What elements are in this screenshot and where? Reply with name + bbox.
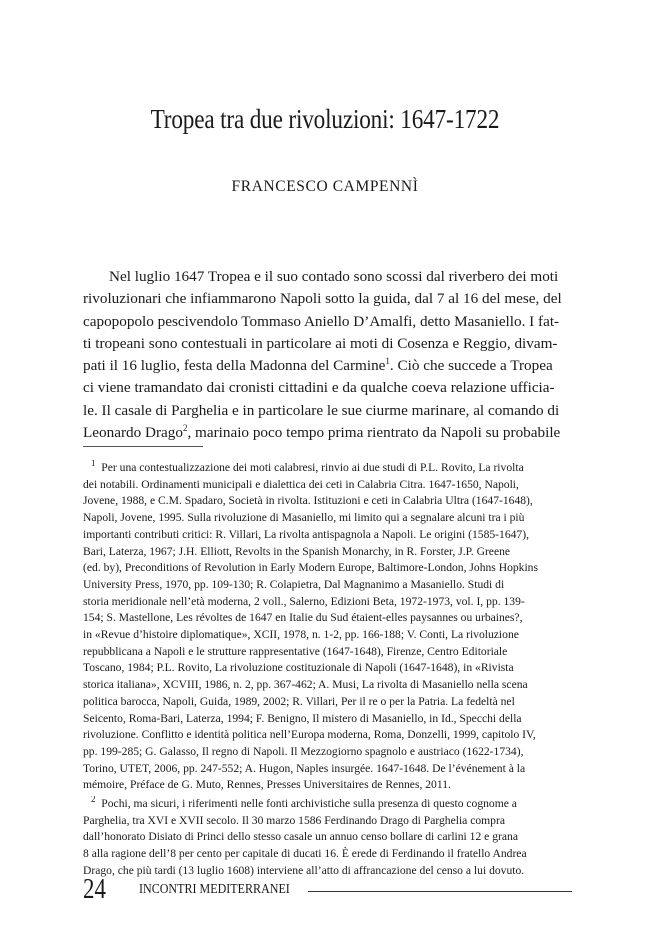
body-line: le. Il casale di Parghelia e in particolare le sue ciurme marinare, al comando di — [83, 401, 560, 419]
footnote-line: storia meridionale nell’età moderna, 2 voll., Salerno, Edizioni Beta, 1972-1973, vol. I, pp. 139- — [83, 594, 525, 608]
footnote-line: politica barocca, Napoli, Guida, 1989, 2002; R. Villari, Per il re o per la Patria. La fedeltà nel — [83, 694, 515, 708]
article-title: Tropea tra due rivoluzioni: 1647-1722 — [150, 104, 500, 134]
footnote-line: repubblicana a Napoli e le strutture rappresentative (1647-1648), Firenze, Centro Editoriale — [83, 644, 508, 658]
footnote-line — [83, 460, 573, 477]
footnote-line: rivoluzione. Conflitto e identità politica nell’Europa moderna, Roma, Donzelli, 1999, capitolo IV, — [83, 728, 536, 742]
body-line — [83, 355, 573, 377]
footnote-ref[interactable]: 2 — [182, 423, 188, 434]
body-line-part: , marinaio poco tempo prima rientrato da Napoli su probabile — [187, 424, 561, 442]
footnote-line: Toscano, 1984; P.L. Rovito, La rivoluzione costituzionale di Napoli (1647-1648), in «Rivista — [83, 661, 514, 675]
footnote-line: mémoire, Préface de G. Muto, Rennes, Presses Universitaires de Rennes, 2011. — [83, 778, 451, 792]
footnote-line: University Press, 1970, pp. 109-130; R. Colapietra, Dal Magnanimo a Masaniello. Studi di — [83, 577, 505, 591]
footnote-line: in «Revue d’histoire diplomatique», XCII, 1978, n. 1-2, pp. 166-188; V. Conti, La rivoluzione — [83, 628, 519, 642]
body-line: rivoluzionari che infiammarono Napoli sotto la guida, dal 7 al 16 del mese, del — [83, 290, 562, 308]
body-line — [83, 422, 573, 444]
body-line: Nel luglio 1647 Tropea e il suo contado sono scossi dal riverbero dei moti — [109, 268, 559, 285]
footnote-line: Seicento, Roma-Bari, Laterza, 1994; F. Benigno, Il mistero di Masaniello, in Id., Specchi della — [83, 711, 522, 725]
footnote-line: (ed. by), Preconditions of Revolution in Early Modern Europe, Baltimore-London, Johns Hopkins — [83, 561, 538, 575]
footnote-line: dall’honorato Disiato di Princi dello stesso casale un annuo censo bollare di carlini 12 e grana — [83, 830, 518, 844]
body-line: ci viene tramandato dai cronisti cittadini e da qualche coeva relazione ufficia- — [83, 379, 555, 397]
footer-rule — [308, 891, 572, 892]
body-line-part: Leonardo Drago — [83, 424, 183, 442]
article-author: FRANCESCO CAMPENNÌ — [231, 178, 419, 195]
body-line-part: . Ciò che succede a Tropea — [389, 357, 553, 375]
footnote-line: Napoli, Jovene, 1995. Sulla rivoluzione di Masaniello, mi limito qui a segnalare alcuni tra i più — [83, 511, 525, 525]
footnote-line: importanti contributi critici: R. Villari, La rivolta antispagnola a Napoli. Le origini (1585-1647), — [83, 527, 529, 541]
footnote-line: 154; S. Mastellone, Les révoltes de 1647 en Italie du Sud étaient-elles paysannes ou urbaines?, — [83, 611, 523, 625]
footnote-line: Torino, UTET, 2006, pp. 247-552; A. Hugon, Naples insurgée. 1647-1648. De l’événement à la — [83, 761, 526, 775]
footnote-separator — [83, 446, 203, 447]
footnote-line: Parghelia, tra XVI e XVII secolo. Il 30 marzo 1586 Ferdinando Drago di Parghelia compra — [83, 813, 505, 827]
footnote-1 — [83, 460, 573, 794]
footnote-line: 8 alla ragione dell’8 per cento per capitale di ducati 16. È erede di Ferdinando il fratello Andrea — [83, 847, 527, 861]
footnote-line: dei notabili. Ordinamenti municipali e dialettica dei ceti in Calabria Citra. 1647-1650, Napoli, — [83, 477, 519, 491]
journal-name: INCONTRI MEDITERRANEI — [139, 882, 290, 897]
footnotes — [83, 460, 573, 880]
footnote-number: 2 — [91, 796, 96, 805]
footnote-line: Bari, Laterza, 1967; J.H. Elliott, Revolts in the Spanish Monarchy, in R. Forster, J.P. Greene — [83, 544, 511, 558]
footnote-number: 1 — [91, 460, 96, 469]
footnote-text: Per una contestualizzazione dei moti calabresi, rinvio ai due studi di P.L. Rovito, La rivolta — [101, 461, 524, 474]
body-line-part: pati il 16 luglio, festa della Madonna del Carmine — [83, 357, 386, 375]
page-number: 24 — [83, 874, 106, 905]
footnote-line: Jovene, 1988, e C.M. Spadaro, Società in rivolta. Istituzioni e ceti in Calabria Ultra (1647-1648), — [83, 494, 533, 508]
body-line: capopopolo pescivendolo Tommaso Aniello D’Amalfi, detto Masaniello. I fat- — [83, 312, 560, 330]
footnote-line: Drago, che più tardi (13 luglio 1608) interviene all’atto di affrancazione del censo a lui dovuto. — [83, 863, 525, 877]
page-footer — [83, 874, 573, 904]
footnote-2 — [83, 796, 573, 880]
footnote-line: storica italiana», XCVIII, 1986, n. 2, pp. 367-462; A. Musi, La rivolta di Masaniello nella scena — [83, 678, 528, 692]
footnote-line: pp. 199-285; G. Galasso, Il regno di Napoli. Il Mezzogiorno spagnolo e austriaco (1622-1734), — [83, 744, 524, 758]
body-paragraph — [83, 266, 573, 444]
footnote-line — [83, 796, 573, 813]
footnote-text: Pochi, ma sicuri, i riferimenti nelle fonti archivistiche sulla presenza di questo cognome a — [101, 797, 517, 811]
body-line: ti tropeani sono contestuali in particolare ai moti di Cosenza e Reggio, divam- — [83, 334, 558, 352]
footnote-ref[interactable]: 1 — [385, 356, 390, 367]
